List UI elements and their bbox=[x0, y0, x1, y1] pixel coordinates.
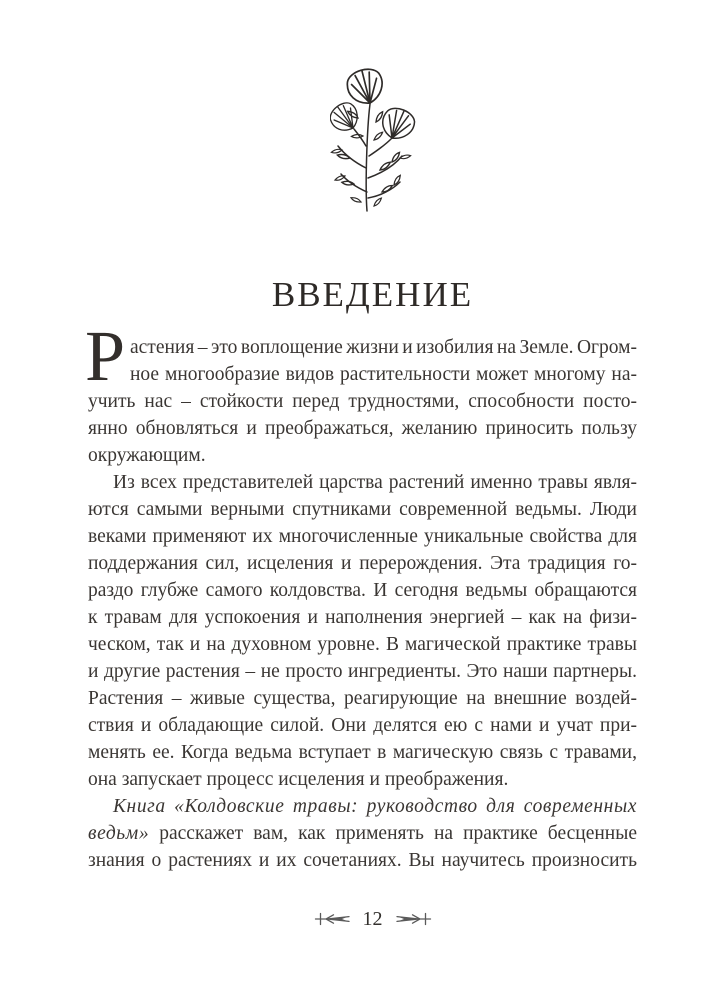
text-line: Из всех представителей царства растений именно травы явля- bbox=[113, 472, 637, 493]
text-line: Растения – живые существа, реагирующие на внешние воздей- bbox=[88, 688, 637, 709]
text-line: ведьм» расскажет вам, как применять на практике бесценные bbox=[88, 823, 637, 844]
text-line: Книга «Колдовские травы: руководство для современных bbox=[113, 796, 638, 817]
flower-illustration bbox=[330, 66, 425, 214]
text-line: астения – это воплощение жизни и изобилия на Земле. Огром- bbox=[130, 337, 638, 358]
text-line: раздо глубже самого колдовства. И сегодня ведьмы обращаются bbox=[88, 580, 637, 601]
right-arrow-fleuron-icon bbox=[396, 911, 432, 927]
text-line: веками применяют их многочисленные уникальные свойства для bbox=[88, 526, 637, 547]
page-footer bbox=[0, 903, 723, 935]
text-line: поддержания сил, исцеления и перерождения. Эта традиция го- bbox=[88, 553, 637, 574]
paragraph-3 bbox=[88, 793, 637, 874]
text-line: она запускает процесс исцеления и преображения. bbox=[88, 769, 509, 790]
botanical-sprig-icon bbox=[330, 66, 425, 214]
text-line: окружающим. bbox=[88, 445, 206, 466]
text-line: к травам для успокоения и наполнения энергией – как на физи- bbox=[88, 607, 637, 628]
text-line: ются самыми верными спутниками современной ведьмы. Люди bbox=[88, 499, 637, 520]
drop-cap: Р bbox=[85, 316, 126, 396]
left-arrow-fleuron-icon bbox=[314, 911, 350, 927]
paragraph-1 bbox=[85, 316, 638, 469]
paragraph-2 bbox=[88, 469, 637, 793]
text-line: ствия и обладающие силой. Они делятся ею с нами и учат при- bbox=[88, 715, 638, 736]
text-line: менять ее. Когда ведьма вступает в магическую связь с травами, bbox=[88, 742, 637, 763]
text-line: знания о растениях и их сочетаниях. Вы научитесь произносить bbox=[88, 850, 637, 871]
body-text bbox=[85, 316, 638, 874]
page-title: ВВЕДЕНИЕ bbox=[271, 275, 474, 315]
text-line: янно обновляться и преображаться, желанию приносить пользу bbox=[88, 418, 637, 439]
text-line: ное многообразие видов растительности может многому на- bbox=[130, 364, 637, 385]
text-line: учить нас – стойкости перед трудностями, способности посто- bbox=[88, 391, 638, 412]
page-number: 12 bbox=[362, 908, 383, 930]
text-line: и другие растения – не просто ингредиенты. Это наши партнеры. bbox=[88, 661, 638, 682]
text-line: ческом, так и на духовном уровне. В магической практике травы bbox=[88, 634, 637, 655]
